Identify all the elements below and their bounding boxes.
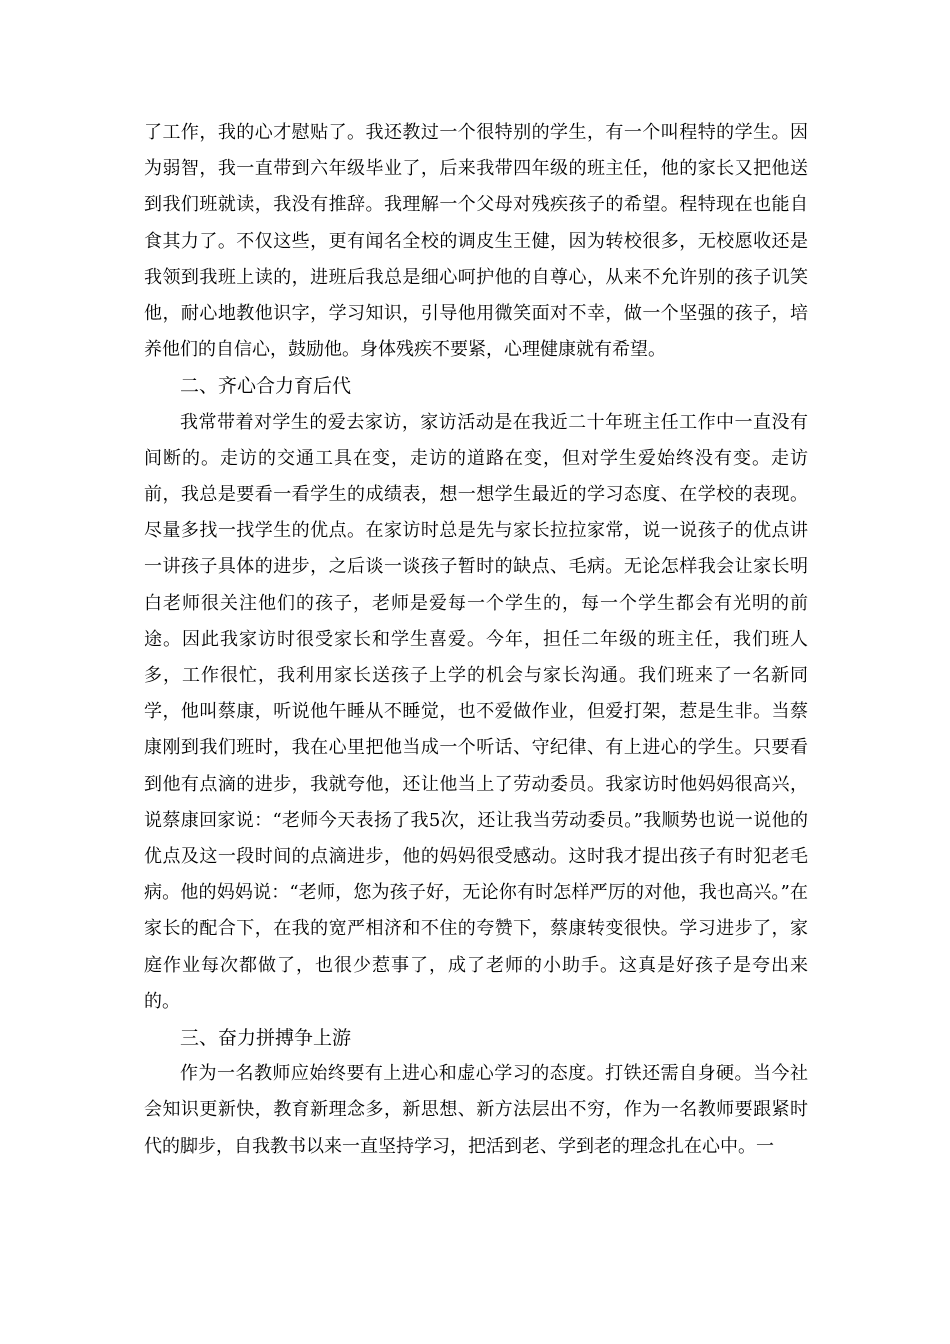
- paragraph-continuation: 了工作，我的心才慰贴了。我还教过一个很特别的学生，有一个叫程特的学生。因为弱智，我一直带到六年级毕业了，后来我带四年级的班主任，他的家长又把他送到我们班就读，我没有推辞。我理解一个父母对残疾孩子的希望。程特现在也能自食其力了。不仅这些，更有闻名全校的调皮生王健，因为转校很多，无校愿收还是我领到我班上读的，进班后我总是细心呵护他的自尊心，从来不允许别的孩子讥笑他，耐心地教他识字，学习知识，引导他用微笑面对不幸，做一个坚强的孩子，培养他们的自信心，鼓励他。身体残疾不要紧，心理健康就有希望。: [144, 122, 808, 361]
- paragraph-home-visits: 我常带着对学生的爱去家访，家访活动是在我近二十年班主任工作中一直没有间断的。走访的交通工具在变，走访的道路在变，但对学生爱始终没有变。走访前，我总是要看一看学生的成绩表，想一想学生最近的学习态度、在学校的表现。尽量多找一找学生的优点。在家访时总是先与家长拉拉家常，说一说孩子的优点讲一讲孩子具体的进步，之后谈一谈孩子暂时的缺点、毛病。无论怎样我会让家长明白老师很关注他们的孩子，老师是爱每一个学生的，每一个学生都会有光明的前途。因此我家访时很受家长和学生喜爱。今年，担任二年级的班主任，我们班人多，工作很忙，我利用家长送孩子上学的机会与家长沟通。我们班来了一名新同学，他叫蔡康，听说他午睡从不睡觉，也不爱做作业，但爱打架，惹是生非。当蔡康刚到我们班时，我在心里把他当成一个听话、守纪律、有上进心的学生。只要看到他有点滴的进步，我就夸他，还让他当上了劳动委员。我家访时他妈妈很高兴，说蔡康回家说：“老师今天表扬了我5次，还让我当劳动委员。”我顺势也说一说他的优点及这一段时间的点滴进步，他的妈妈很受感动。这时我才提出孩子有时犯老毛病。他的妈妈说：“老师，您为孩子好，无论你有时怎样严厉的对他，我也高兴。”在家长的配合下，在我的宽严相济和不住的夸赞下，蔡康转变很快。学习进步了，家庭作业每次都做了，也很少惹事了，成了老师的小助手。这真是好孩子是夸出来的。: [144, 411, 808, 1012]
- section-heading-three: 三、奋力拼搏争上游: [180, 1027, 352, 1050]
- paragraph-continuous-learning: 作为一名教师应始终要有上进心和虚心学习的态度。打铁还需自身硬。当今社会知识更新快，教育新理念多，新思想、新方法层出不穷，作为一名教师要跟紧时代的脚步，自我教书以来一直坚持学习，把活到老、学到老的理念扎在心中。一: [144, 1063, 808, 1157]
- document-page: [144, 115, 808, 1165]
- section-heading-two: 二、齐心合力育后代: [180, 375, 352, 398]
